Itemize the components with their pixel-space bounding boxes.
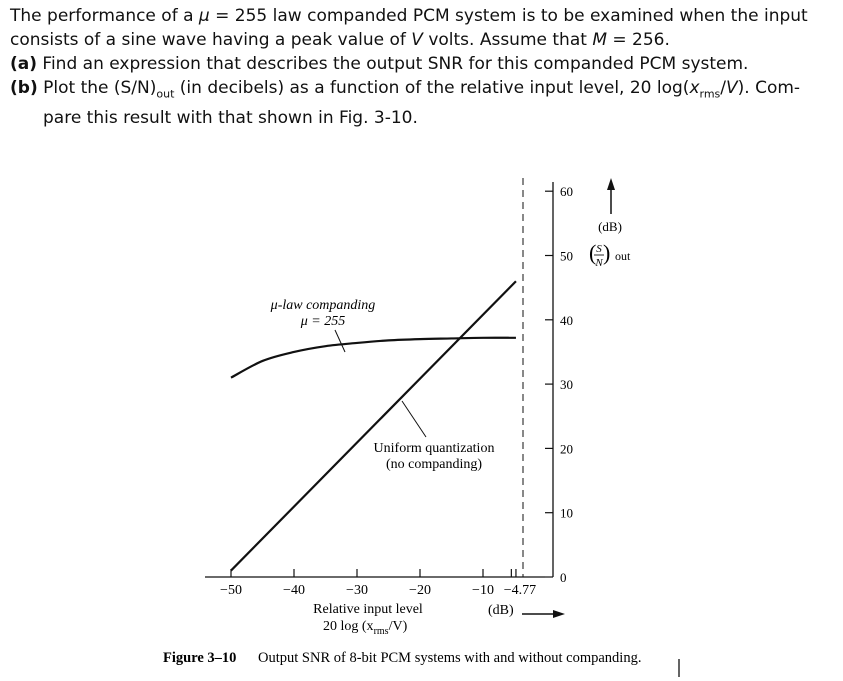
- arrow-up-icon: [607, 178, 615, 190]
- problem-line-2: consists of a sine wave having a peak value of V volts. Assume that M = 256.: [10, 30, 670, 50]
- data-series: [231, 281, 516, 570]
- part-a: (a) Find an expression that describes the output SNR for this companded PCM system.: [10, 54, 749, 74]
- uniform-label-line2: (no companding): [385, 457, 483, 472]
- ylabel-close-paren: ): [603, 240, 611, 265]
- figure-caption-text: Output SNR of 8-bit PCM systems with and without companding.: [258, 650, 642, 666]
- x-tick-label: −30: [346, 583, 368, 598]
- x-tick-label: −4.77: [503, 583, 537, 598]
- ylabel-open-paren: (: [589, 240, 597, 265]
- part-b-continued: pare this result with that shown in Fig. 3-10.: [43, 108, 418, 129]
- uniform-leader-line: [402, 401, 426, 437]
- x-axis-ticks: [220, 569, 536, 598]
- x-tick-label: −10: [472, 583, 494, 598]
- ylabel-s: S: [596, 243, 602, 255]
- xlabel-line2: 20 $\log (x_{rms}/V)$: [323, 619, 408, 637]
- y-axis-ticks: [545, 184, 573, 585]
- uniform-label-line1: Uniform quantization: [373, 441, 495, 456]
- mu-law-curve: [231, 338, 516, 378]
- y-tick-label: 50: [560, 248, 573, 264]
- part-b: (b) Plot the $(S/N)_{out}$ (in decibels) as a function of the relative input level, 20 $\log(x_{rms}/V)$. Com-: [10, 78, 801, 101]
- mu-law-label-line1: μ-law companding: [270, 298, 376, 313]
- x-tick-label: −20: [409, 583, 431, 598]
- y-tick-label: 20: [560, 441, 573, 457]
- figure-caption-label: Figure 3–10: [163, 650, 237, 666]
- ylabel-out: out: [615, 249, 631, 263]
- mu-law-leader-line: [335, 330, 345, 352]
- xlabel-line1: Relative input level: [313, 602, 423, 617]
- y-tick-label: 60: [560, 184, 573, 200]
- x-unit-label: (dB): [488, 603, 514, 618]
- y-unit-label: (dB): [598, 219, 622, 234]
- problem-line-1: The performance of a μ = 255 law companded PCM system is to be examined when the input: [10, 6, 808, 26]
- ylabel-n: N: [595, 257, 603, 269]
- arrow-right-icon: [553, 610, 565, 618]
- y-tick-label: 10: [560, 505, 573, 521]
- y-tick-label: 30: [560, 377, 573, 393]
- x-tick-label: −50: [220, 583, 242, 598]
- x-tick-label: −40: [283, 583, 305, 598]
- y-tick-label: 40: [560, 312, 573, 328]
- uniform-quantization-line: [231, 281, 516, 570]
- y-tick-label: 0: [560, 570, 567, 585]
- mu-law-label-line2: μ = 255: [300, 314, 346, 329]
